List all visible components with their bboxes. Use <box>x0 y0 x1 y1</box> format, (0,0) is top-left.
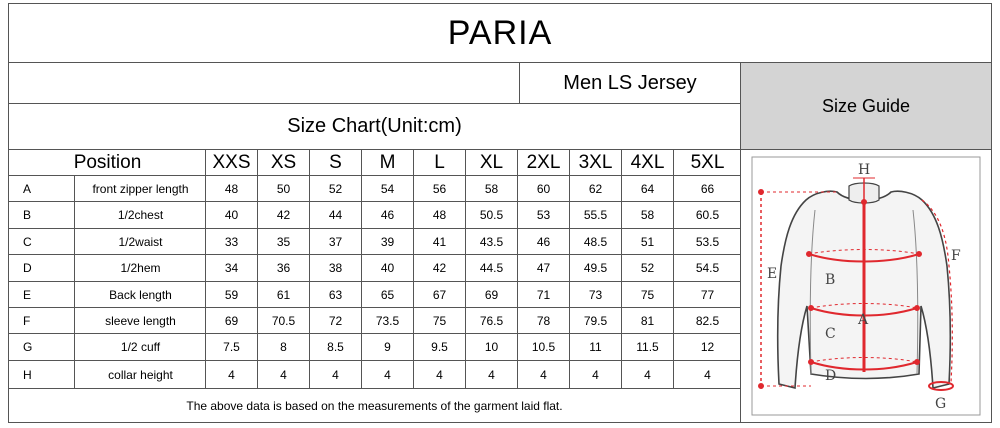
value-b-xxs: 40 <box>205 201 258 229</box>
size-header-l: L <box>413 149 466 177</box>
product-name: Men LS Jersey <box>519 62 741 104</box>
value-d-xl: 44.5 <box>465 254 518 282</box>
size-header-s: S <box>309 149 362 177</box>
value-e-5xl: 77 <box>673 281 742 308</box>
value-c-xxs: 33 <box>205 228 258 255</box>
size-header-2xl: 2XL <box>517 149 570 177</box>
label-g: G <box>935 396 947 412</box>
value-b-2xl: 53 <box>517 201 570 229</box>
value-a-3xl: 62 <box>569 175 622 202</box>
value-a-xl: 58 <box>465 175 518 202</box>
size-header-4xl: 4XL <box>621 149 674 177</box>
value-c-4xl: 51 <box>621 228 674 255</box>
value-c-l: 41 <box>413 228 466 255</box>
value-f-m: 73.5 <box>361 307 414 334</box>
value-f-xxs: 69 <box>205 307 258 334</box>
value-g-s: 8.5 <box>309 333 362 361</box>
value-a-2xl: 60 <box>517 175 570 202</box>
size-header-3xl: 3XL <box>569 149 622 177</box>
value-h-xs: 4 <box>257 360 310 390</box>
row-name-f: sleeve length <box>74 307 207 334</box>
value-b-s: 44 <box>309 201 362 229</box>
value-d-m: 40 <box>361 254 414 282</box>
value-c-s: 37 <box>309 228 362 255</box>
value-f-3xl: 79.5 <box>569 307 622 334</box>
value-f-s: 72 <box>309 307 362 334</box>
label-f: F <box>951 248 961 264</box>
value-h-m: 4 <box>361 360 414 390</box>
value-a-xs: 50 <box>257 175 310 202</box>
value-g-2xl: 10.5 <box>517 333 570 361</box>
size-guide-title: Size Guide <box>740 62 992 150</box>
label-c: C <box>825 326 836 342</box>
value-b-5xl: 60.5 <box>673 201 742 229</box>
size-header-xxs: XXS <box>205 149 258 177</box>
row-name-a: front zipper length <box>74 175 207 202</box>
row-code-a: A <box>8 175 76 202</box>
value-b-xl: 50.5 <box>465 201 518 229</box>
value-h-2xl: 4 <box>517 360 570 390</box>
value-d-5xl: 54.5 <box>673 254 742 282</box>
value-d-4xl: 52 <box>621 254 674 282</box>
value-e-xxs: 59 <box>205 281 258 308</box>
row-name-g: 1/2 cuff <box>74 333 207 361</box>
value-g-l: 9.5 <box>413 333 466 361</box>
header-blank <box>8 62 520 104</box>
value-a-4xl: 64 <box>621 175 674 202</box>
label-a: A <box>858 312 869 328</box>
value-g-m: 9 <box>361 333 414 361</box>
value-c-5xl: 53.5 <box>673 228 742 255</box>
size-header-m: M <box>361 149 414 177</box>
value-g-4xl: 11.5 <box>621 333 674 361</box>
value-c-2xl: 46 <box>517 228 570 255</box>
row-code-c: C <box>8 228 76 255</box>
value-e-2xl: 71 <box>517 281 570 308</box>
value-g-3xl: 11 <box>569 333 622 361</box>
value-f-5xl: 82.5 <box>673 307 742 334</box>
size-header-xl: XL <box>465 149 518 177</box>
value-b-4xl: 58 <box>621 201 674 229</box>
value-e-xl: 69 <box>465 281 518 308</box>
size-guide-diagram-panel <box>740 149 992 423</box>
row-code-b: B <box>8 201 76 229</box>
row-name-b: 1/2chest <box>74 201 207 229</box>
value-h-xl: 4 <box>465 360 518 390</box>
value-b-l: 48 <box>413 201 466 229</box>
value-f-2xl: 78 <box>517 307 570 334</box>
row-code-g: G <box>8 333 76 361</box>
value-h-s: 4 <box>309 360 362 390</box>
value-e-m: 65 <box>361 281 414 308</box>
value-d-xs: 36 <box>257 254 310 282</box>
size-header-xs: XS <box>257 149 310 177</box>
row-code-e: E <box>8 281 76 308</box>
value-a-5xl: 66 <box>673 175 742 202</box>
value-e-4xl: 75 <box>621 281 674 308</box>
measurement-note: The above data is based on the measurements of the garment laid flat. <box>8 388 741 423</box>
brand-title: PARIA <box>8 3 992 63</box>
value-h-3xl: 4 <box>569 360 622 390</box>
row-code-d: D <box>8 254 76 282</box>
value-b-m: 46 <box>361 201 414 229</box>
value-f-xl: 76.5 <box>465 307 518 334</box>
value-a-xxs: 48 <box>205 175 258 202</box>
chart-title: Size Chart(Unit:cm) <box>8 103 741 150</box>
value-c-3xl: 48.5 <box>569 228 622 255</box>
value-h-5xl: 4 <box>673 360 742 390</box>
value-g-xl: 10 <box>465 333 518 361</box>
value-g-xxs: 7.5 <box>205 333 258 361</box>
value-h-xxs: 4 <box>205 360 258 390</box>
value-d-3xl: 49.5 <box>569 254 622 282</box>
value-f-xs: 70.5 <box>257 307 310 334</box>
row-name-e: Back length <box>74 281 207 308</box>
value-f-4xl: 81 <box>621 307 674 334</box>
label-b: B <box>825 272 836 288</box>
row-code-f: F <box>8 307 76 334</box>
row-code-h: H <box>8 360 76 390</box>
size-header-5xl: 5XL <box>673 149 742 177</box>
value-a-l: 56 <box>413 175 466 202</box>
value-f-l: 75 <box>413 307 466 334</box>
value-d-l: 42 <box>413 254 466 282</box>
position-header: Position <box>8 149 207 177</box>
value-c-xl: 43.5 <box>465 228 518 255</box>
row-name-d: 1/2hem <box>74 254 207 282</box>
value-e-l: 67 <box>413 281 466 308</box>
value-b-xs: 42 <box>257 201 310 229</box>
value-b-3xl: 55.5 <box>569 201 622 229</box>
value-c-xs: 35 <box>257 228 310 255</box>
value-h-4xl: 4 <box>621 360 674 390</box>
value-a-s: 52 <box>309 175 362 202</box>
value-g-5xl: 12 <box>673 333 742 361</box>
value-d-xxs: 34 <box>205 254 258 282</box>
row-name-c: 1/2waist <box>74 228 207 255</box>
value-d-s: 38 <box>309 254 362 282</box>
value-h-l: 4 <box>413 360 466 390</box>
value-g-xs: 8 <box>257 333 310 361</box>
row-name-h: collar height <box>74 360 207 390</box>
label-d: D <box>825 368 837 384</box>
label-e: E <box>767 266 778 282</box>
value-c-m: 39 <box>361 228 414 255</box>
label-h: H <box>858 162 871 178</box>
value-e-s: 63 <box>309 281 362 308</box>
value-d-2xl: 47 <box>517 254 570 282</box>
value-e-xs: 61 <box>257 281 310 308</box>
value-e-3xl: 73 <box>569 281 622 308</box>
jersey-diagram <box>751 156 981 416</box>
value-a-m: 54 <box>361 175 414 202</box>
